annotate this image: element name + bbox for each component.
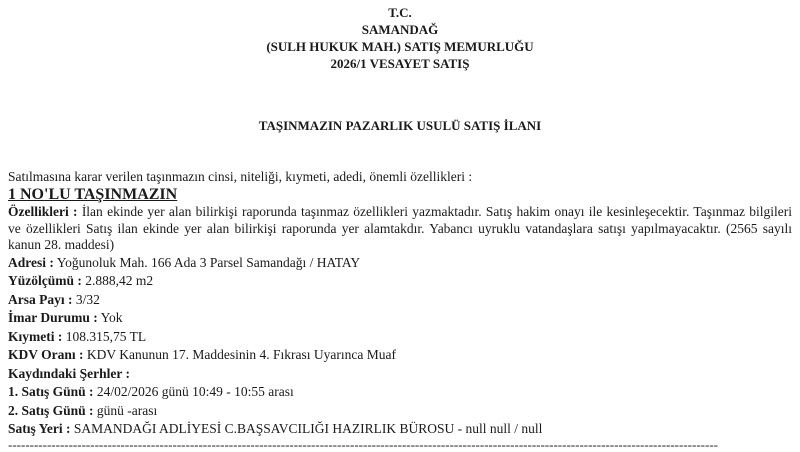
field-value: KDV Kanunun 17. Maddesinin 4. Fıkrası Uyarınca Muaf	[86, 347, 396, 362]
field-kiymeti	[8, 328, 792, 347]
field-kaydindaki-serhler	[8, 365, 792, 384]
field-label: Satış Yeri :	[8, 421, 71, 436]
header-line-city: SAMANDAĞ	[361, 22, 439, 37]
field-value: İlan ekinde yer alan bilirkişi raporunda taşınmaz özellikleri yazmaktadır. Satış hakim onayı ile kesinleşecektir. Taşınmaz bilgileri ve özellikleri Satış ilan ekinde yer alan bilirkişi raporunda yer alamtakdır. Yabancı uyruklu vatandaşlara satışı yapılmayacaktır. (2565 sayılı kanun 28. maddesi)	[8, 204, 792, 252]
field-imar-durumu	[8, 309, 792, 328]
field-value: günü -arası	[96, 402, 158, 418]
field-label: 2. Satış Günü :	[8, 402, 94, 418]
header-line-tc: T.C.	[388, 5, 412, 20]
field-label: Kaydındaki Şerhler :	[8, 365, 131, 381]
field-value: SAMANDAĞI ADLİYESİ C.BAŞSAVCILIĞI HAZIRLIK BÜROSU - null null / null	[73, 421, 543, 436]
field-label: Özellikleri :	[8, 204, 78, 219]
field-label: Yüzölçümü :	[8, 273, 82, 288]
field-value: Yoğunoluk Mah. 166 Ada 3 Parsel Samandağı / HATAY	[56, 254, 361, 270]
field-value: 108.315,75 TL	[65, 328, 147, 344]
field-satis-yeri	[8, 420, 792, 439]
header-line-office: (SULH HUKUK MAH.) SATIŞ MEMURLUĞU	[266, 39, 534, 54]
divider-line: --------------------------------------------------------------------------------------------------------------------------------------------------------------------	[8, 436, 718, 452]
field-label: Kıymeti :	[8, 328, 63, 344]
document-title: TAŞINMAZIN PAZARLIK USULÜ SATIŞ İLANI	[258, 118, 542, 133]
field-kdv-orani	[8, 346, 792, 365]
field-ozellikler	[8, 204, 792, 254]
field-value: 24/02/2026 günü 10:49 - 10:55 arası	[96, 384, 294, 399]
field-arsa-payi	[8, 291, 792, 310]
field-label: 1. Satış Günü :	[8, 384, 94, 399]
field-value: Yok	[100, 310, 123, 325]
header-line-case: 2026/1 VESAYET SATIŞ	[330, 56, 470, 71]
field-value: 2.888,42 m2	[85, 273, 154, 288]
field-label: İmar Durumu :	[8, 310, 98, 325]
intro-text: Satılmasına karar verilen taşınmazın cinsi, niteliği, kıymeti, adedi, önemli özellikleri :	[8, 169, 473, 184]
field-label: Adresi :	[8, 254, 54, 270]
field-satis-gunu-2	[8, 402, 792, 421]
document-header	[8, 0, 792, 72]
field-yuzolcumu	[8, 272, 792, 291]
field-satis-gunu-1	[8, 383, 792, 402]
section-heading: 1 NO'LU TAŞINMAZIN	[8, 186, 178, 203]
field-adres	[8, 254, 792, 273]
field-value: 3/32	[75, 291, 100, 307]
field-label: Arsa Payı :	[8, 291, 73, 307]
field-label: KDV Oranı :	[8, 347, 84, 362]
